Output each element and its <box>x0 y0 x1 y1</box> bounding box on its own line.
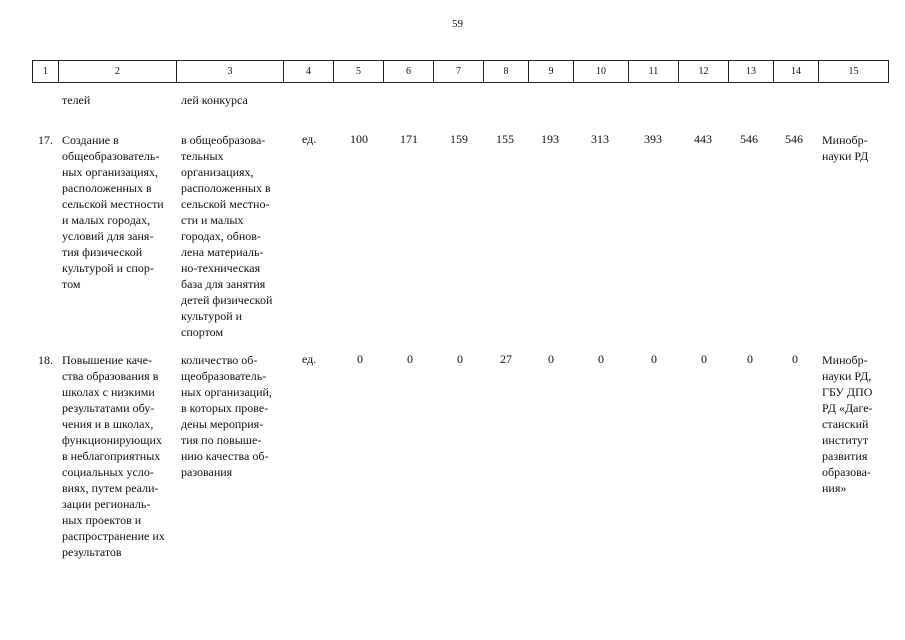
text-line: культурой и <box>181 309 243 323</box>
text-line: образова- <box>822 465 871 479</box>
column-number-cell: 5 <box>334 61 384 83</box>
text-line: городах, обнов- <box>181 229 261 243</box>
text-line: науки РД, <box>822 369 872 383</box>
value-cell: 159 <box>450 132 468 146</box>
responsible-org <box>822 352 873 496</box>
text-line: станский <box>822 417 869 431</box>
value-cell: 0 <box>651 352 657 366</box>
text-line: общеобразователь- <box>62 149 160 163</box>
column-number-cell: 3 <box>177 61 284 83</box>
text-line: культурой и спор- <box>62 261 154 275</box>
row-number: 17. <box>38 133 53 147</box>
text-line: сельской местно- <box>181 197 270 211</box>
column-number-cell: 12 <box>679 61 729 83</box>
text-line: виях, путем реали- <box>62 481 159 495</box>
text-line: функционирующих <box>62 433 162 447</box>
unit-cell: ед. <box>302 352 317 366</box>
value-cell: 443 <box>694 132 712 146</box>
activity-description <box>62 352 177 560</box>
row-number: 18. <box>38 353 53 367</box>
text-line: школах с низкими <box>62 385 155 399</box>
text-line: том <box>62 277 81 291</box>
text-line: тия физической <box>62 245 143 259</box>
text-line: результатов <box>62 545 122 559</box>
text-line: науки РД <box>822 149 869 163</box>
continued-col3: лей конкурса <box>181 93 248 107</box>
value-cell: 0 <box>457 352 463 366</box>
value-cell: 0 <box>598 352 604 366</box>
column-header-table <box>32 60 889 83</box>
text-line: количество об- <box>181 353 258 367</box>
column-number-cell: 1 <box>33 61 59 83</box>
continued-col2: телей <box>62 93 91 107</box>
text-line: ства образования в <box>62 369 159 383</box>
text-line: лена материаль- <box>181 245 264 259</box>
value-cell: 0 <box>548 352 554 366</box>
text-line: Минобр- <box>822 353 868 367</box>
column-number-cell: 10 <box>574 61 629 83</box>
value-cell: 0 <box>357 352 363 366</box>
column-number-cell: 2 <box>59 61 177 83</box>
value-cell: 155 <box>496 132 514 146</box>
text-line: в общеобразова- <box>181 133 266 147</box>
value-cell: 546 <box>785 132 803 146</box>
column-number-cell: 8 <box>484 61 529 83</box>
value-cell: 171 <box>400 132 418 146</box>
text-line: ных организаций, <box>181 385 272 399</box>
column-number-cell: 7 <box>434 61 484 83</box>
text-line: нию качества об- <box>181 449 269 463</box>
text-line: в неблагоприятных <box>62 449 161 463</box>
column-number-cell: 14 <box>774 61 819 83</box>
page-number: 59 <box>452 18 463 30</box>
text-line: ния» <box>822 481 847 495</box>
text-line: зации региональ- <box>62 497 151 511</box>
text-line: условий для заня- <box>62 229 154 243</box>
text-line: Минобр- <box>822 133 868 147</box>
text-line: щеобразователь- <box>181 369 267 383</box>
text-line: расположенных в <box>181 181 271 195</box>
column-number-cell: 9 <box>529 61 574 83</box>
value-cell: 0 <box>792 352 798 366</box>
text-line: развития <box>822 449 868 463</box>
text-line: РД «Даге- <box>822 401 873 415</box>
text-line: расположенных в <box>62 181 152 195</box>
text-line: тельных <box>181 149 224 163</box>
text-line: спортом <box>181 325 224 339</box>
text-line: дены мероприя- <box>181 417 264 431</box>
column-number-cell: 15 <box>819 61 889 83</box>
indicator-description <box>181 352 283 480</box>
unit-cell: ед. <box>302 132 317 146</box>
text-line: институт <box>822 433 869 447</box>
text-line: распространение их <box>62 529 165 543</box>
value-cell: 546 <box>740 132 758 146</box>
text-line: ных организациях, <box>62 165 159 179</box>
text-line: социальных усло- <box>62 465 154 479</box>
text-line: результатами обу- <box>62 401 155 415</box>
text-line: сти и малых <box>181 213 244 227</box>
text-line: Повышение каче- <box>62 353 152 367</box>
column-number-cell: 11 <box>629 61 679 83</box>
indicator-description <box>181 132 283 340</box>
value-cell: 0 <box>701 352 707 366</box>
text-line: ных проектов и <box>62 513 142 527</box>
text-line: в которых прове- <box>181 401 269 415</box>
text-line: Создание в <box>62 133 119 147</box>
text-line: чения и в школах, <box>62 417 154 431</box>
text-line: но-техническая <box>181 261 261 275</box>
text-line: детей физической <box>181 293 273 307</box>
value-cell: 27 <box>500 352 512 366</box>
text-line: тия по повыше- <box>181 433 262 447</box>
text-line: сельской местности <box>62 197 164 211</box>
column-number-cell: 4 <box>284 61 334 83</box>
text-line: разования <box>181 465 233 479</box>
value-cell: 193 <box>541 132 559 146</box>
text-line: база для занятия <box>181 277 266 291</box>
text-line: организациях, <box>181 165 254 179</box>
value-cell: 0 <box>747 352 753 366</box>
text-line: ГБУ ДПО <box>822 385 873 399</box>
column-number-cell: 13 <box>729 61 774 83</box>
column-number-cell: 6 <box>384 61 434 83</box>
value-cell: 313 <box>591 132 609 146</box>
responsible-org <box>822 132 868 164</box>
text-line: и малых городах, <box>62 213 151 227</box>
value-cell: 0 <box>407 352 413 366</box>
activity-description <box>62 132 177 292</box>
value-cell: 393 <box>644 132 662 146</box>
value-cell: 100 <box>350 132 368 146</box>
